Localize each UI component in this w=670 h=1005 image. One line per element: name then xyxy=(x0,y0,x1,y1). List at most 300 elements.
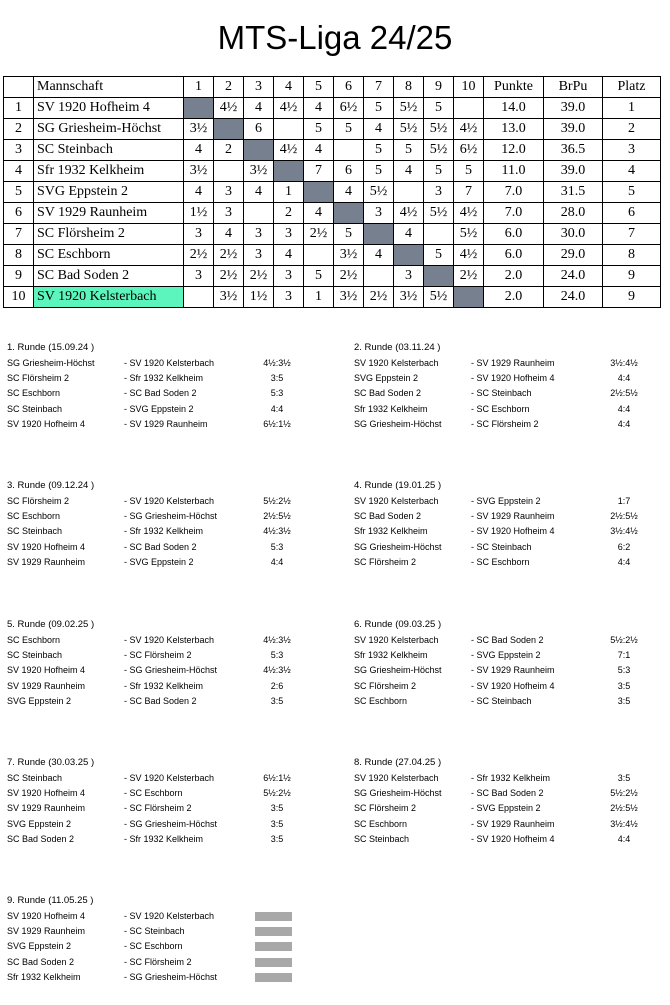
result-cell: 1½ xyxy=(184,203,214,224)
header-platz: Platz xyxy=(603,77,661,98)
home-team: SV 1920 Kelsterbach xyxy=(354,496,439,506)
result-cell: 3 xyxy=(274,224,304,245)
standings-row xyxy=(4,98,661,119)
team-name: SV 1920 Kelsterbach xyxy=(34,287,184,308)
team-name: SVG Eppstein 2 xyxy=(34,182,184,203)
match-result: 5:3 xyxy=(617,665,631,676)
standings-row xyxy=(4,224,661,245)
match-result: 2½:5½ xyxy=(610,388,638,399)
result-cell: 4½ xyxy=(274,98,304,119)
home-team: Sfr 1932 Kelkheim xyxy=(354,526,428,537)
punkte-cell: 11.0 xyxy=(484,161,544,182)
match-result: 2½:5½ xyxy=(610,803,638,814)
match-row xyxy=(7,402,307,417)
result-cell: 5½ xyxy=(424,203,454,224)
result-cell: 2½ xyxy=(244,266,274,287)
result-cell: 4 xyxy=(214,224,244,245)
row-number: 10 xyxy=(4,287,34,308)
result-cell xyxy=(214,161,244,182)
row-number: 5 xyxy=(4,182,34,203)
away-team: - SG Griesheim-Höchst xyxy=(124,818,218,829)
match-row xyxy=(7,371,307,386)
home-team: SV 1929 Raunheim xyxy=(7,803,86,814)
header-round-5: 5 xyxy=(304,77,334,98)
result-cell: 4 xyxy=(394,161,424,182)
match-result: 6½:1½ xyxy=(263,418,291,429)
home-team: SVG Eppstein 2 xyxy=(7,818,72,829)
away-team: - SV 1929 Raunheim xyxy=(471,358,555,368)
brpu-cell: 39.0 xyxy=(544,119,603,140)
home-team: SV 1920 Hofheim 4 xyxy=(7,418,86,429)
result-cell: 4 xyxy=(244,98,274,119)
result-cell: 2½ xyxy=(184,245,214,266)
result-cell: 5½ xyxy=(424,119,454,140)
home-team: SC Steinbach xyxy=(7,403,63,414)
match-result: 4½:3½ xyxy=(263,635,291,645)
home-team: SC Steinbach xyxy=(7,526,63,537)
result-cell xyxy=(394,182,424,203)
home-team: SV 1929 Raunheim xyxy=(7,556,86,567)
result-cell: 2½ xyxy=(364,287,394,308)
platz-cell: 9 xyxy=(603,287,661,308)
result-cell xyxy=(184,287,214,308)
match-row xyxy=(7,909,307,924)
away-team: - SC Bad Soden 2 xyxy=(471,635,544,645)
match-row xyxy=(354,509,654,524)
result-cell: 5½ xyxy=(424,287,454,308)
match-row xyxy=(7,633,307,648)
away-team: - SC Steinbach xyxy=(471,541,532,552)
result-cell xyxy=(334,140,364,161)
match-row xyxy=(354,771,654,786)
match-row xyxy=(354,540,654,555)
away-team: - SC Steinbach xyxy=(124,926,185,937)
platz-cell: 7 xyxy=(603,224,661,245)
result-cell: 2½ xyxy=(454,266,484,287)
match-result: 3:5 xyxy=(617,695,631,706)
platz-cell: 2 xyxy=(603,119,661,140)
result-cell: 4½ xyxy=(454,203,484,224)
away-team: - SC Eschborn xyxy=(124,941,183,952)
away-team: - Sfr 1932 Kelkheim xyxy=(471,773,551,783)
result-cell: 6½ xyxy=(454,140,484,161)
match-row xyxy=(354,786,654,801)
result-cell: 4 xyxy=(364,245,394,266)
platz-cell: 9 xyxy=(603,266,661,287)
result-cell: 4 xyxy=(184,140,214,161)
result-cell: 6 xyxy=(334,161,364,182)
result-cell: 3½ xyxy=(244,161,274,182)
brpu-cell: 31.5 xyxy=(544,182,603,203)
round-title: 9. Runde (11.05.25 ) xyxy=(7,895,94,906)
home-team: SC Steinbach xyxy=(7,650,63,661)
match-row xyxy=(7,417,307,432)
home-team: SC Steinbach xyxy=(7,773,63,783)
home-team: SVG Eppstein 2 xyxy=(7,695,72,706)
match-row xyxy=(354,371,654,386)
row-number: 6 xyxy=(4,203,34,224)
match-result: 2:6 xyxy=(270,680,284,691)
away-team: - SC Flörsheim 2 xyxy=(124,803,192,814)
round-title: 3. Runde (09.12.24 ) xyxy=(7,480,95,491)
match-result: 4:4 xyxy=(617,373,631,384)
home-team: SC Bad Soden 2 xyxy=(7,833,75,844)
result-cell: 4½ xyxy=(454,119,484,140)
punkte-cell: 13.0 xyxy=(484,119,544,140)
match-result: 7:1 xyxy=(617,650,631,661)
brpu-cell: 28.0 xyxy=(544,203,603,224)
standings-row xyxy=(4,266,661,287)
away-team: - SG Griesheim-Höchst xyxy=(124,665,218,676)
result-cell: 6 xyxy=(244,119,274,140)
home-team: Sfr 1932 Kelkheim xyxy=(354,403,428,414)
match-row xyxy=(354,494,654,509)
match-row xyxy=(354,694,654,709)
diagonal-cell xyxy=(214,119,244,140)
header-round-9: 9 xyxy=(424,77,454,98)
result-cell: 4 xyxy=(364,119,394,140)
match-row xyxy=(354,524,654,539)
home-team: Sfr 1932 Kelkheim xyxy=(7,971,81,982)
match-result: 1:7 xyxy=(617,496,631,506)
match-result: 6½:1½ xyxy=(263,773,291,783)
header-round-3: 3 xyxy=(244,77,274,98)
result-cell: 4 xyxy=(244,182,274,203)
away-team: - SV 1920 Kelsterbach xyxy=(124,635,215,645)
home-team: SC Eschborn xyxy=(7,635,61,645)
punkte-cell: 2.0 xyxy=(484,287,544,308)
match-result: 5½:2½ xyxy=(610,788,638,799)
home-team: SV 1920 Hofheim 4 xyxy=(7,911,86,921)
away-team: - SVG Eppstein 2 xyxy=(471,496,541,506)
match-result: 4½:3½ xyxy=(263,665,291,676)
match-result: 3:5 xyxy=(270,818,284,829)
team-name: SG Griesheim-Höchst xyxy=(34,119,184,140)
match-result: 5:3 xyxy=(270,388,284,399)
team-name: SC Steinbach xyxy=(34,140,184,161)
result-cell xyxy=(424,224,454,245)
home-team: SC Bad Soden 2 xyxy=(354,388,422,399)
home-team: SC Eschborn xyxy=(354,695,408,706)
result-cell: 1½ xyxy=(244,287,274,308)
away-team: - SV 1920 Kelsterbach xyxy=(124,496,215,506)
away-team: - SC Bad Soden 2 xyxy=(124,695,197,706)
diagonal-cell xyxy=(364,224,394,245)
result-cell: 3½ xyxy=(214,287,244,308)
punkte-cell: 7.0 xyxy=(484,203,544,224)
row-number: 9 xyxy=(4,266,34,287)
match-result: 3:5 xyxy=(617,680,631,691)
match-row xyxy=(354,386,654,401)
match-row xyxy=(7,494,307,509)
result-cell: 3 xyxy=(244,224,274,245)
home-team: SV 1920 Kelsterbach xyxy=(354,635,439,645)
match-row xyxy=(354,679,654,694)
result-cell: 4½ xyxy=(214,98,244,119)
diagonal-cell xyxy=(274,161,304,182)
home-team: SC Flörsheim 2 xyxy=(354,556,417,567)
header-round-1: 1 xyxy=(184,77,214,98)
brpu-cell: 36.5 xyxy=(544,140,603,161)
result-cell: 5 xyxy=(394,140,424,161)
header-round-2: 2 xyxy=(214,77,244,98)
result-cell: 5 xyxy=(334,224,364,245)
result-cell: 3½ xyxy=(334,287,364,308)
away-team: - SC Eschborn xyxy=(471,403,530,414)
result-cell: 3 xyxy=(274,266,304,287)
row-number: 4 xyxy=(4,161,34,182)
match-row xyxy=(7,771,307,786)
header-round-8: 8 xyxy=(394,77,424,98)
away-team: - SG Griesheim-Höchst xyxy=(124,511,218,522)
round-title: 7. Runde (30.03.25 ) xyxy=(7,757,95,768)
platz-cell: 6 xyxy=(603,203,661,224)
team-name: Sfr 1932 Kelkheim xyxy=(34,161,184,182)
brpu-cell: 39.0 xyxy=(544,98,603,119)
match-result: 5½:2½ xyxy=(610,635,638,645)
match-result: 4:4 xyxy=(617,833,631,844)
away-team: - SV 1920 Kelsterbach xyxy=(124,911,215,921)
match-result: 5:3 xyxy=(270,541,284,552)
match-row xyxy=(7,955,307,970)
result-cell: 3 xyxy=(364,203,394,224)
away-team: - Sfr 1932 Kelkheim xyxy=(124,833,204,844)
home-team: SV 1920 Hofheim 4 xyxy=(7,665,86,676)
header-punkte: Punkte xyxy=(484,77,544,98)
match-row xyxy=(7,939,307,954)
team-name: SC Eschborn xyxy=(34,245,184,266)
result-cell: 5 xyxy=(304,119,334,140)
result-cell: 7 xyxy=(304,161,334,182)
home-team: SV 1920 Hofheim 4 xyxy=(7,541,86,552)
result-cell: 5 xyxy=(364,140,394,161)
away-team: - Sfr 1932 Kelkheim xyxy=(124,680,204,691)
result-cell: 5 xyxy=(424,245,454,266)
platz-cell: 4 xyxy=(603,161,661,182)
away-team: - SVG Eppstein 2 xyxy=(471,650,541,661)
home-team: SC Eschborn xyxy=(7,388,61,399)
result-cell: 3 xyxy=(184,224,214,245)
away-team: - SC Steinbach xyxy=(471,388,532,399)
standings-row xyxy=(4,161,661,182)
pending-result-bar xyxy=(255,958,292,967)
away-team: - Sfr 1932 Kelkheim xyxy=(124,373,204,384)
standings-row xyxy=(4,203,661,224)
away-team: - SC Steinbach xyxy=(471,695,532,706)
result-cell: 5 xyxy=(304,266,334,287)
page-title: MTS-Liga 24/25 xyxy=(217,19,453,56)
home-team: SC Flörsheim 2 xyxy=(354,680,417,691)
away-team: - SV 1920 Hofheim 4 xyxy=(471,526,555,537)
away-team: - SV 1929 Raunheim xyxy=(471,665,555,676)
diagonal-cell xyxy=(304,182,334,203)
away-team: - SV 1920 Kelsterbach xyxy=(124,358,215,368)
result-cell xyxy=(304,245,334,266)
brpu-cell: 24.0 xyxy=(544,287,603,308)
round-block-6 xyxy=(354,617,654,709)
home-team: SV 1920 Kelsterbach xyxy=(354,773,439,783)
result-cell: 7 xyxy=(454,182,484,203)
away-team: - SC Bad Soden 2 xyxy=(124,541,197,552)
header-nr xyxy=(4,77,34,98)
match-row xyxy=(7,817,307,832)
team-name: SV 1920 Hofheim 4 xyxy=(34,98,184,119)
standings-row xyxy=(4,140,661,161)
result-cell xyxy=(244,203,274,224)
result-cell: 5 xyxy=(454,161,484,182)
team-name: SC Bad Soden 2 xyxy=(34,266,184,287)
result-cell: 4½ xyxy=(394,203,424,224)
round-title: 2. Runde (03.11.24 ) xyxy=(354,342,441,353)
match-result: 3:5 xyxy=(270,833,284,844)
diagonal-cell xyxy=(244,140,274,161)
away-team: - Sfr 1932 Kelkheim xyxy=(124,526,204,537)
away-team: - SV 1929 Raunheim xyxy=(124,418,208,429)
home-team: SG Griesheim-Höchst xyxy=(354,418,442,429)
result-cell: 3½ xyxy=(334,245,364,266)
result-cell: 3 xyxy=(184,266,214,287)
brpu-cell: 39.0 xyxy=(544,161,603,182)
match-result: 2½:5½ xyxy=(610,511,638,522)
result-cell: 2½ xyxy=(304,224,334,245)
pending-result-bar xyxy=(255,942,292,951)
header-mannschaft: Mannschaft xyxy=(34,77,184,98)
platz-cell: 1 xyxy=(603,98,661,119)
diagonal-cell xyxy=(424,266,454,287)
result-cell: 2½ xyxy=(214,266,244,287)
match-result: 3½:4½ xyxy=(610,358,638,368)
round-block-9 xyxy=(7,893,307,985)
match-result: 3½:4½ xyxy=(610,526,638,537)
match-row xyxy=(7,555,307,570)
result-cell: 5 xyxy=(364,98,394,119)
home-team: SC Flörsheim 2 xyxy=(7,373,70,384)
match-result: 4:4 xyxy=(270,556,284,567)
platz-cell: 3 xyxy=(603,140,661,161)
round-title: 8. Runde (27.04.25 ) xyxy=(354,757,442,768)
home-team: SVG Eppstein 2 xyxy=(7,941,72,952)
result-cell: 4 xyxy=(184,182,214,203)
result-cell: 5½ xyxy=(364,182,394,203)
result-cell: 2½ xyxy=(214,245,244,266)
away-team: - SC Bad Soden 2 xyxy=(124,388,197,399)
result-cell: 3½ xyxy=(184,119,214,140)
match-result: 5½:2½ xyxy=(263,496,291,506)
home-team: SG Griesheim-Höchst xyxy=(354,788,442,799)
result-cell: 3 xyxy=(274,287,304,308)
diagonal-cell xyxy=(454,287,484,308)
away-team: - SVG Eppstein 2 xyxy=(471,803,541,814)
result-cell: 2 xyxy=(214,140,244,161)
away-team: - SV 1920 Kelsterbach xyxy=(124,773,215,783)
home-team: SC Steinbach xyxy=(354,833,410,844)
home-team: SC Eschborn xyxy=(7,511,61,522)
match-result: 4½:3½ xyxy=(263,358,291,368)
standings-table xyxy=(3,76,661,308)
away-team: - SC Flörsheim 2 xyxy=(124,956,192,967)
pending-result-bar xyxy=(255,927,292,936)
result-cell: 4½ xyxy=(454,245,484,266)
standings-header-row xyxy=(4,77,661,98)
header-round-4: 4 xyxy=(274,77,304,98)
result-cell: 5 xyxy=(334,119,364,140)
round-block-5 xyxy=(7,617,307,709)
result-cell: 5 xyxy=(424,161,454,182)
result-cell: 5 xyxy=(364,161,394,182)
round-block-8 xyxy=(354,755,654,847)
home-team: SG Griesheim-Höchst xyxy=(354,665,442,676)
standings-row xyxy=(4,287,661,308)
brpu-cell: 24.0 xyxy=(544,266,603,287)
diagonal-cell xyxy=(184,98,214,119)
match-result: 4:4 xyxy=(617,556,631,567)
platz-cell: 5 xyxy=(603,182,661,203)
result-cell: 5½ xyxy=(424,140,454,161)
match-row xyxy=(7,801,307,816)
match-row xyxy=(7,694,307,709)
match-result: 3:5 xyxy=(270,695,284,706)
match-row xyxy=(7,970,307,985)
platz-cell: 8 xyxy=(603,245,661,266)
match-row xyxy=(354,356,654,371)
result-cell: 2½ xyxy=(334,266,364,287)
match-row xyxy=(7,386,307,401)
match-row xyxy=(354,648,654,663)
row-number: 1 xyxy=(4,98,34,119)
home-team: SV 1929 Raunheim xyxy=(7,680,86,691)
punkte-cell: 2.0 xyxy=(484,266,544,287)
standings-row xyxy=(4,182,661,203)
round-block-2 xyxy=(354,340,654,432)
result-cell: 4 xyxy=(304,203,334,224)
match-row xyxy=(354,832,654,847)
away-team: - SVG Eppstein 2 xyxy=(124,556,194,567)
match-result: 3:5 xyxy=(270,373,284,384)
home-team: SV 1929 Raunheim xyxy=(7,926,86,937)
match-result: 4½:3½ xyxy=(263,526,291,537)
result-cell: 4 xyxy=(334,182,364,203)
round-block-4 xyxy=(354,478,654,570)
match-row xyxy=(7,648,307,663)
match-result: 3½:4½ xyxy=(610,818,638,829)
home-team: SV 1920 Kelsterbach xyxy=(354,358,439,368)
result-cell: 4 xyxy=(304,98,334,119)
away-team: - SC Eschborn xyxy=(471,556,530,567)
match-row xyxy=(354,402,654,417)
pending-result-bar xyxy=(255,912,292,921)
match-row xyxy=(354,417,654,432)
away-team: - SV 1929 Raunheim xyxy=(471,818,555,829)
result-cell: 3 xyxy=(424,182,454,203)
away-team: - SVG Eppstein 2 xyxy=(124,403,194,414)
punkte-cell: 6.0 xyxy=(484,245,544,266)
away-team: - SV 1929 Raunheim xyxy=(471,511,555,522)
header-round-10: 10 xyxy=(454,77,484,98)
round-block-7 xyxy=(7,755,307,847)
result-cell: 3 xyxy=(244,245,274,266)
result-cell: 4½ xyxy=(274,140,304,161)
result-cell: 4 xyxy=(304,140,334,161)
result-cell xyxy=(274,119,304,140)
away-team: - SC Flörsheim 2 xyxy=(124,650,192,661)
result-cell: 4 xyxy=(394,224,424,245)
diagonal-cell xyxy=(334,203,364,224)
standings-row xyxy=(4,119,661,140)
team-name: SC Flörsheim 2 xyxy=(34,224,184,245)
row-number: 8 xyxy=(4,245,34,266)
result-cell: 6½ xyxy=(334,98,364,119)
result-cell: 5½ xyxy=(394,119,424,140)
